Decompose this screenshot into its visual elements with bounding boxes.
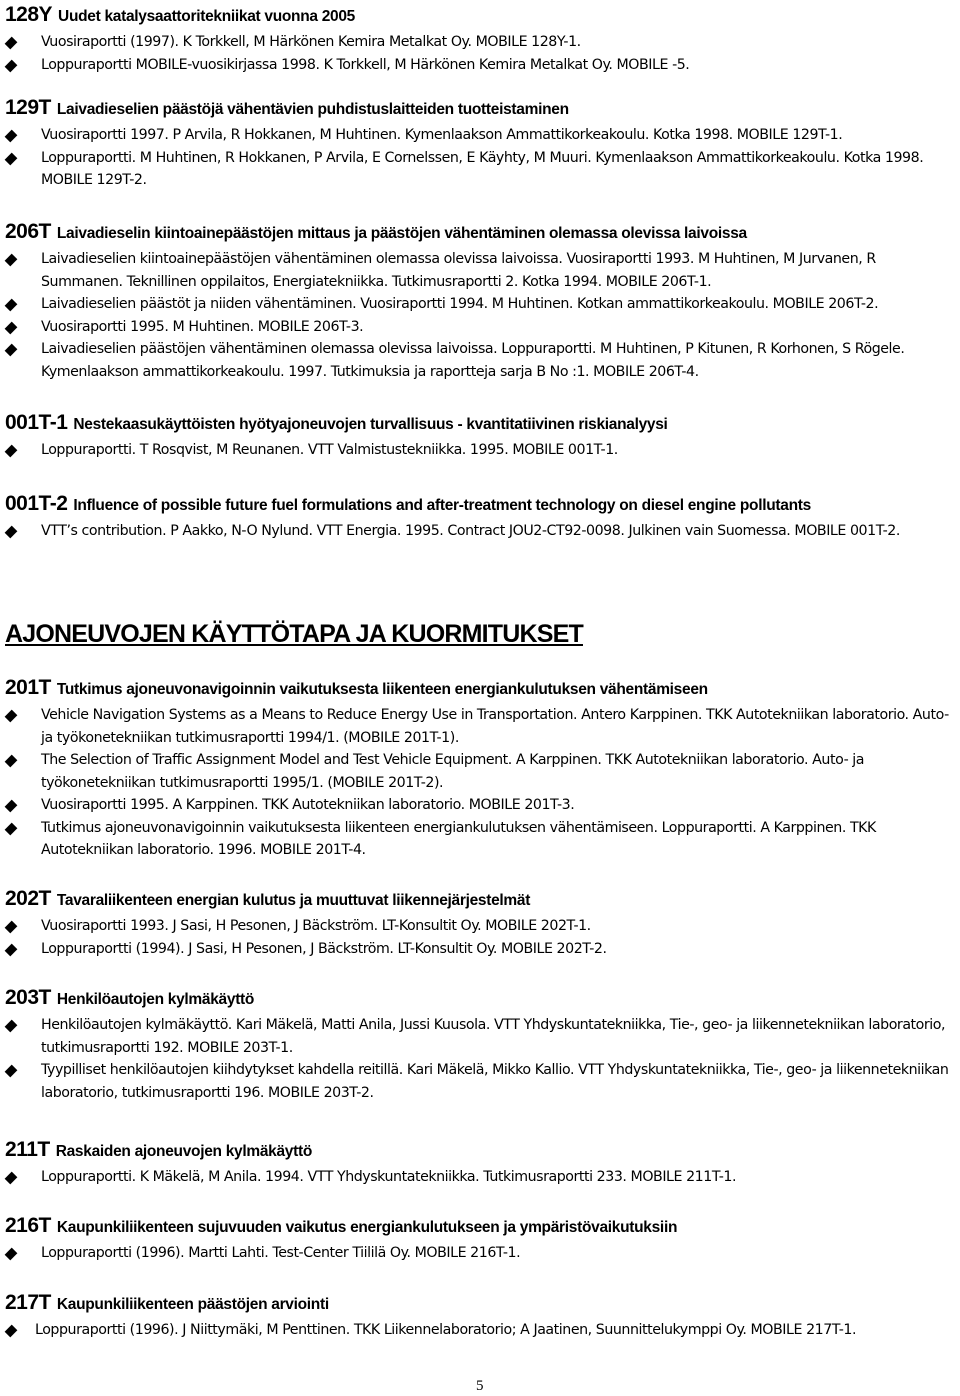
project-section-216t bbox=[5, 1214, 955, 1265]
project-heading bbox=[5, 492, 955, 518]
project-section-001t-2 bbox=[5, 492, 955, 543]
publication-entry: Loppuraportti (1994). J Sasi, H Pesonen, J Bäckström. LT-Konsultit Oy. MOBILE 202T-2. bbox=[5, 938, 955, 961]
project-title: Laivadieselin kiintoainepäästöjen mittaus ja päästöjen vähentäminen olemassa olevissa laivoissa bbox=[56, 225, 747, 242]
publication-list bbox=[5, 1014, 955, 1104]
diamond-bullet-icon bbox=[5, 254, 18, 267]
diamond-bullet-icon bbox=[5, 822, 18, 835]
project-title: Tavaraliikenteen energian kulutus ja muuttuvat liikennejärjestelmät bbox=[56, 892, 531, 909]
project-code: 203T bbox=[5, 986, 51, 1009]
project-heading bbox=[5, 411, 955, 437]
project-title: Kaupunkiliikenteen päästöjen arviointi bbox=[56, 1296, 329, 1313]
project-section-211t bbox=[5, 1138, 955, 1189]
project-title: Influence of possible future fuel formulations and after-treatment technology on diesel engine pollutants bbox=[73, 497, 811, 514]
publication-entry: Loppuraportti. M Huhtinen, R Hokkanen, P Arvila, E Cornelssen, E Käyhty, M Muuri. Kymenlaakson Ammattikorkeakoulu. Kotka 1998. MOBILE 129T-2. bbox=[5, 147, 955, 192]
diamond-bullet-icon bbox=[5, 1172, 18, 1185]
project-section-001t-1 bbox=[5, 411, 955, 462]
project-heading bbox=[5, 676, 955, 702]
publication-entry: Tyypilliset henkilöautojen kiihdytykset kahdella reitillä. Kari Mäkelä, Mikko Kallio. VTT Yhdyskuntatekniikka, Tie-, geo- ja liikennetekniikan laboratorio, tutkimusraportti 196. MOBILE 203T-2. bbox=[5, 1059, 955, 1104]
publication-list bbox=[5, 915, 955, 960]
project-section-206t bbox=[5, 220, 955, 383]
diamond-bullet-icon bbox=[5, 921, 18, 934]
publication-list bbox=[5, 1166, 955, 1189]
project-title: Uudet katalysaattoritekniikat vuonna 2005 bbox=[58, 8, 355, 25]
project-code: 211T bbox=[5, 1138, 50, 1161]
publication-entry: Vuosiraportti 1997. P Arvila, R Hokkanen, M Huhtinen. Kymenlaakson Ammattikorkeakoulu. Kotka 1998. MOBILE 129T-1. bbox=[5, 124, 955, 147]
project-code: 206T bbox=[5, 220, 51, 243]
diamond-bullet-icon bbox=[5, 943, 18, 956]
project-title: Kaupunkiliikenteen sujuvuuden vaikutus energiankulutukseen ja ympäristövaikutuksiin bbox=[56, 1219, 678, 1236]
project-title: Tutkimus ajoneuvonavigoinnin vaikutuksesta liikenteen energiankulutuksen vähentämiseen bbox=[56, 681, 708, 698]
project-section-217t bbox=[5, 1291, 955, 1342]
publication-entry: Vehicle Navigation Systems as a Means to Reduce Energy Use in Transportation. Antero Karppinen. TKK Autotekniikan laboratorio. Auto- ja työkonetekniikan tutkimusraportti 1994/1. (MOBILE 201T-1). bbox=[5, 704, 955, 749]
publication-entry: Loppuraportti MOBILE-vuosikirjassa 1998. K Torkkell, M Härkönen Kemira Metalkat Oy. MOBILE -5. bbox=[5, 54, 955, 77]
project-code: 217T bbox=[5, 1291, 51, 1314]
publication-list bbox=[5, 31, 955, 76]
publication-list bbox=[5, 520, 955, 543]
diamond-bullet-icon bbox=[5, 1248, 18, 1261]
publication-entry: Loppuraportti. K Mäkelä, M Anila. 1994. VTT Yhdyskuntatekniikka. Tutkimusraportti 233. MOBILE 211T-1. bbox=[5, 1166, 955, 1189]
project-section-128y bbox=[5, 3, 955, 76]
project-heading bbox=[5, 887, 955, 913]
project-title: Raskaiden ajoneuvojen kylmäkäyttö bbox=[55, 1143, 313, 1160]
diamond-bullet-icon bbox=[5, 710, 18, 723]
diamond-bullet-icon bbox=[5, 37, 18, 50]
project-section-129t bbox=[5, 96, 955, 192]
diamond-bullet-icon bbox=[5, 1325, 18, 1338]
page-number: 5 bbox=[476, 1378, 484, 1394]
publication-entry: Vuosiraportti (1997). K Torkkell, M Härkönen Kemira Metalkat Oy. MOBILE 128Y-1. bbox=[5, 31, 955, 54]
main-section-heading: AJONEUVOJEN KÄYTTÖTAPA JA KUORMITUKSET bbox=[5, 620, 583, 648]
publication-entry: Vuosiraportti 1995. A Karppinen. TKK Autotekniikan laboratorio. MOBILE 201T-3. bbox=[5, 794, 955, 817]
publication-entry: Laivadieselien päästöjen vähentäminen olemassa olevissa laivoissa. Loppuraportti. M Huhtinen, P Kitunen, R Korhonen, S Rögele. Kymenlaakson ammattikorkeakoulu. 1997. Tutkimuksia ja raportteja sarja B No :1. MOBILE 206T-4. bbox=[5, 338, 955, 383]
project-heading bbox=[5, 220, 955, 246]
project-section-201t bbox=[5, 676, 955, 862]
project-heading bbox=[5, 96, 955, 122]
publication-list bbox=[5, 248, 955, 383]
publication-list bbox=[5, 124, 955, 192]
diamond-bullet-icon bbox=[5, 321, 18, 334]
project-section-203t bbox=[5, 986, 955, 1104]
diamond-bullet-icon bbox=[5, 130, 18, 143]
diamond-bullet-icon bbox=[5, 1065, 18, 1078]
publication-entry: Loppuraportti (1996). J Niittymäki, M Penttinen. TKK Liikennelaboratorio; A Jaatinen, Suunnittelukymppi Oy. MOBILE 217T-1. bbox=[5, 1319, 955, 1342]
publication-list bbox=[5, 1242, 955, 1265]
publication-entry: VTT’s contribution. P Aakko, N-O Nylund. VTT Energia. 1995. Contract JOU2-CT92-0098. Julkinen vain Suomessa. MOBILE 001T-2. bbox=[5, 520, 955, 543]
publication-entry: Laivadieselien päästöt ja niiden vähentäminen. Vuosiraportti 1994. M Huhtinen. Kotkan ammattikorkeakoulu. MOBILE 206T-2. bbox=[5, 293, 955, 316]
publication-entry: Tutkimus ajoneuvonavigoinnin vaikutuksesta liikenteen energiankulutuksen vähentämiseen. Loppuraportti. A Karppinen. TKK Autotekniikan laboratorio. 1996. MOBILE 201T-4. bbox=[5, 817, 955, 862]
project-code: 216T bbox=[5, 1214, 51, 1237]
diamond-bullet-icon bbox=[5, 445, 18, 458]
project-title: Nestekaasukäyttöisten hyötyajoneuvojen turvallisuus - kvantitatiivinen riskianalyysi bbox=[73, 416, 668, 433]
project-heading bbox=[5, 1138, 955, 1164]
publication-entry: Laivadieselien kiintoainepäästöjen vähentäminen olemassa olevissa laivoissa. Vuosiraportti 1993. M Huhtinen, M Jurvanen, R Summanen. Teknillinen oppilaitos, Energiatekniikka. Tutkimusraportti 2. Kotka 1994. MOBILE 206T-1. bbox=[5, 248, 955, 293]
publication-entry: Vuosiraportti 1993. J Sasi, H Pesonen, J Bäckström. LT-Konsultit Oy. MOBILE 202T-1. bbox=[5, 915, 955, 938]
publication-list bbox=[5, 439, 955, 462]
diamond-bullet-icon bbox=[5, 526, 18, 539]
project-code: 129T bbox=[5, 96, 51, 119]
project-heading bbox=[5, 986, 955, 1012]
project-code: 001T-2 bbox=[5, 492, 68, 515]
publication-list bbox=[5, 704, 955, 862]
diamond-bullet-icon bbox=[5, 152, 18, 165]
publication-entry: Henkilöautojen kylmäkäyttö. Kari Mäkelä, Matti Anila, Jussi Kuusola. VTT Yhdyskuntatekniikka, Tie-, geo- ja liikennetekniikan laboratorio, tutkimusraportti 192. MOBILE 203T-1. bbox=[5, 1014, 955, 1059]
publication-entry: Loppuraportti (1996). Martti Lahti. Test-Center Tiililä Oy. MOBILE 216T-1. bbox=[5, 1242, 955, 1265]
diamond-bullet-icon bbox=[5, 755, 18, 768]
diamond-bullet-icon bbox=[5, 1020, 18, 1033]
project-title: Henkilöautojen kylmäkäyttö bbox=[56, 991, 255, 1008]
project-heading bbox=[5, 3, 955, 29]
diamond-bullet-icon bbox=[5, 800, 18, 813]
publication-list bbox=[5, 1319, 955, 1342]
project-heading bbox=[5, 1214, 955, 1240]
diamond-bullet-icon bbox=[5, 344, 18, 357]
project-code: 128Y bbox=[5, 3, 53, 26]
project-code: 201T bbox=[5, 676, 51, 699]
project-code: 001T-1 bbox=[5, 411, 68, 434]
publication-entry: Vuosiraportti 1995. M Huhtinen. MOBILE 206T-3. bbox=[5, 316, 955, 339]
project-code: 202T bbox=[5, 887, 51, 910]
project-heading bbox=[5, 1291, 955, 1317]
diamond-bullet-icon bbox=[5, 59, 18, 72]
project-section-202t bbox=[5, 887, 955, 960]
project-title: Laivadieselien päästöjä vähentävien puhdistuslaitteiden tuotteistaminen bbox=[56, 101, 569, 118]
publication-entry: Loppuraportti. T Rosqvist, M Reunanen. VTT Valmistustekniikka. 1995. MOBILE 001T-1. bbox=[5, 439, 955, 462]
publication-entry: The Selection of Traffic Assignment Model and Test Vehicle Equipment. A Karppinen. TKK Autotekniikan laboratorio. Auto- ja työkonetekniikan tutkimusraportti 1995/1. (MOBILE 201T-2). bbox=[5, 749, 955, 794]
diamond-bullet-icon bbox=[5, 299, 18, 312]
